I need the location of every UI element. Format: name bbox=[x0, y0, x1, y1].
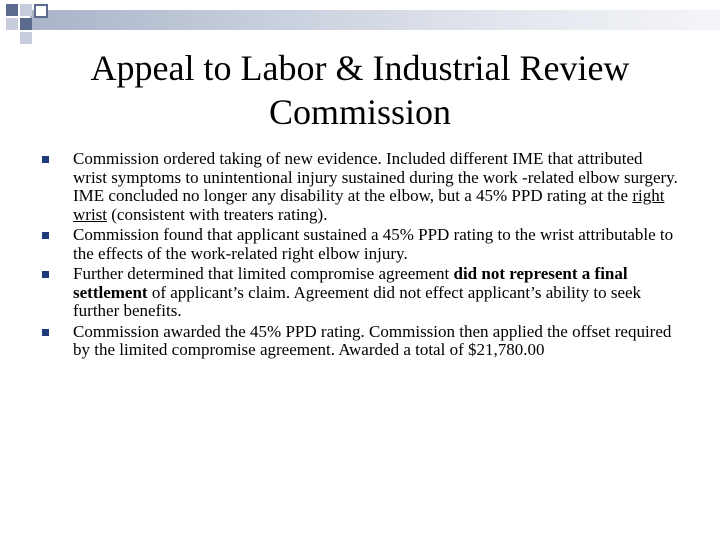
bullet-text: (consistent with treaters rating). bbox=[107, 204, 328, 224]
bullet-item bbox=[40, 150, 680, 224]
header-decoration bbox=[0, 0, 720, 40]
decor-square bbox=[6, 18, 18, 30]
title-line-1: Appeal to Labor & Industrial Review bbox=[90, 48, 630, 88]
decor-square bbox=[20, 32, 32, 44]
bullet-text: Further determined that limited compromise agreement bbox=[73, 264, 454, 283]
square-bullet-icon bbox=[42, 271, 49, 278]
decor-square bbox=[20, 4, 32, 16]
square-bullet-icon bbox=[42, 156, 49, 163]
slide-title bbox=[40, 46, 680, 134]
bullet-underlined-text: right wrist bbox=[73, 186, 665, 224]
bullet-item bbox=[40, 226, 680, 263]
header-gradient-bar bbox=[30, 10, 720, 30]
bullet-list bbox=[40, 150, 680, 362]
bullet-item bbox=[40, 323, 680, 360]
square-bullet-icon bbox=[42, 329, 49, 336]
decor-square bbox=[34, 4, 48, 18]
bullet-bold-text: did not represent a final settlement bbox=[73, 264, 628, 302]
bullet-text: Commission found that applicant sustained a 45% PPD rating to the wrist attributable to the effects of the work-related right elbow injury. bbox=[73, 225, 674, 263]
bullet-text: Commission ordered taking of new evidence. Included different IME that attributed wrist symptoms to unintentional injury sustained during the work -related elbow surgery. IME concluded no longer any disability at the elbow, but a 45% PPD rating at the bbox=[73, 149, 678, 205]
decor-square bbox=[6, 4, 18, 16]
square-bullet-icon bbox=[42, 232, 49, 239]
title-line-2: Commission bbox=[268, 92, 452, 132]
decor-square bbox=[20, 18, 32, 30]
bullet-text: Commission awarded the 45% PPD rating. Commission then applied the offset required by the limited compromise agreement. Awarded a total of $21,780.00 bbox=[73, 321, 672, 359]
bullet-text: of applicant’s claim. Agreement did not effect applicant’s ability to seek further benefits. bbox=[73, 282, 642, 320]
bullet-item bbox=[40, 265, 680, 321]
